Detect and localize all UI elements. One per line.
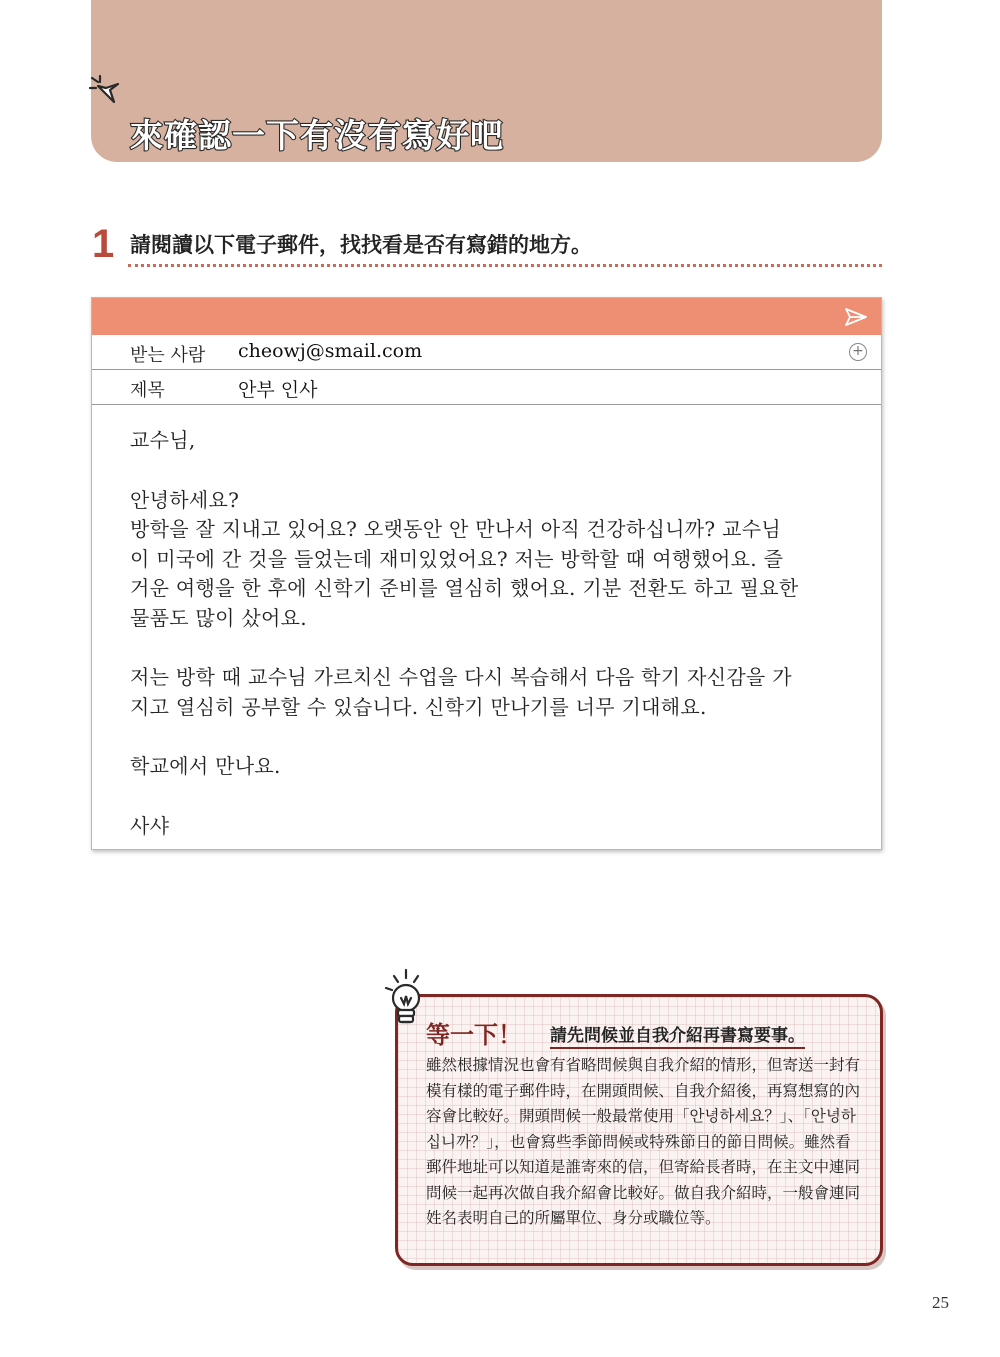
dotted-divider	[128, 264, 882, 267]
sparkle-icon	[84, 72, 128, 116]
subject-label: 제목	[130, 380, 165, 401]
tip-subtitle: 請先問候並自我介紹再書寫要事。	[550, 1021, 805, 1049]
recipient-field[interactable]: cheowj@smail.com	[238, 340, 423, 362]
tip-box	[395, 994, 883, 1266]
email-toolbar	[92, 298, 881, 335]
email-line: 안녕하세요?	[130, 487, 240, 512]
email-line: 거운 여행을 한 후에 신학기 준비를 열심히 했어요. 기분 전환도 하고 필요한	[130, 576, 799, 600]
section-number: 1	[92, 222, 115, 266]
email-line: 지고 열심히 공부할 수 있습니다. 신학기 만나기를 너무 기대해요.	[130, 694, 707, 719]
section-instruction: 請閱讀以下電子郵件，找找看是否有寫錯的地方。	[130, 233, 592, 257]
email-closing: 학교에서 만나요.	[130, 754, 281, 778]
recipient-label: 받는 사람	[130, 345, 206, 366]
recipient-row	[92, 335, 881, 370]
email-body[interactable]	[130, 426, 850, 841]
lightbulb-icon	[378, 968, 438, 1038]
tip-body: 雖然根據情況也會有省略問候與自我介紹的情形，但寄送一封有模有樣的電子郵件時，在開頭問候、自我介紹後，再寫想寫的內容會比較好。開頭問候一般最常使用「안녕하세요？」、「안녕하십니까？」，也會寫些季節問候或特殊節日的節日問候。雖然看郵件地址可以知道是誰寄來的信，但寄給長者時，在主文中連同問候一起再次做自我介紹會比較好。做自我介紹時，一般會連同姓名表明自己的所屬單位、身分或職位等。	[426, 1056, 861, 1227]
email-line: 방학을 잘 지내고 있어요? 오랫동안 안 만나서 아직 건강하십니까? 교수님	[130, 517, 781, 541]
email-window	[91, 297, 882, 850]
email-signature: 사샤	[130, 813, 170, 838]
email-line: 저는 방학 때 교수님 가르치신 수업을 다시 복습해서 다음 학기 자신감을 가	[130, 665, 792, 689]
subject-row	[92, 370, 881, 405]
email-line: 물품도 많이 샀어요.	[130, 605, 307, 630]
tip-title: 等一下！	[426, 1021, 522, 1049]
add-recipient-icon[interactable]: +	[849, 343, 867, 361]
page-number: 25	[932, 1293, 949, 1312]
page-title: 來確認一下有沒有寫好吧	[130, 116, 504, 155]
email-line: 이 미국에 간 것을 들었는데 재미있었어요? 저는 방학할 때 여행했어요. 즐	[130, 546, 784, 571]
email-greeting: 교수님,	[130, 428, 196, 452]
subject-field[interactable]: 안부 인사	[238, 379, 318, 401]
send-icon[interactable]	[845, 307, 867, 327]
